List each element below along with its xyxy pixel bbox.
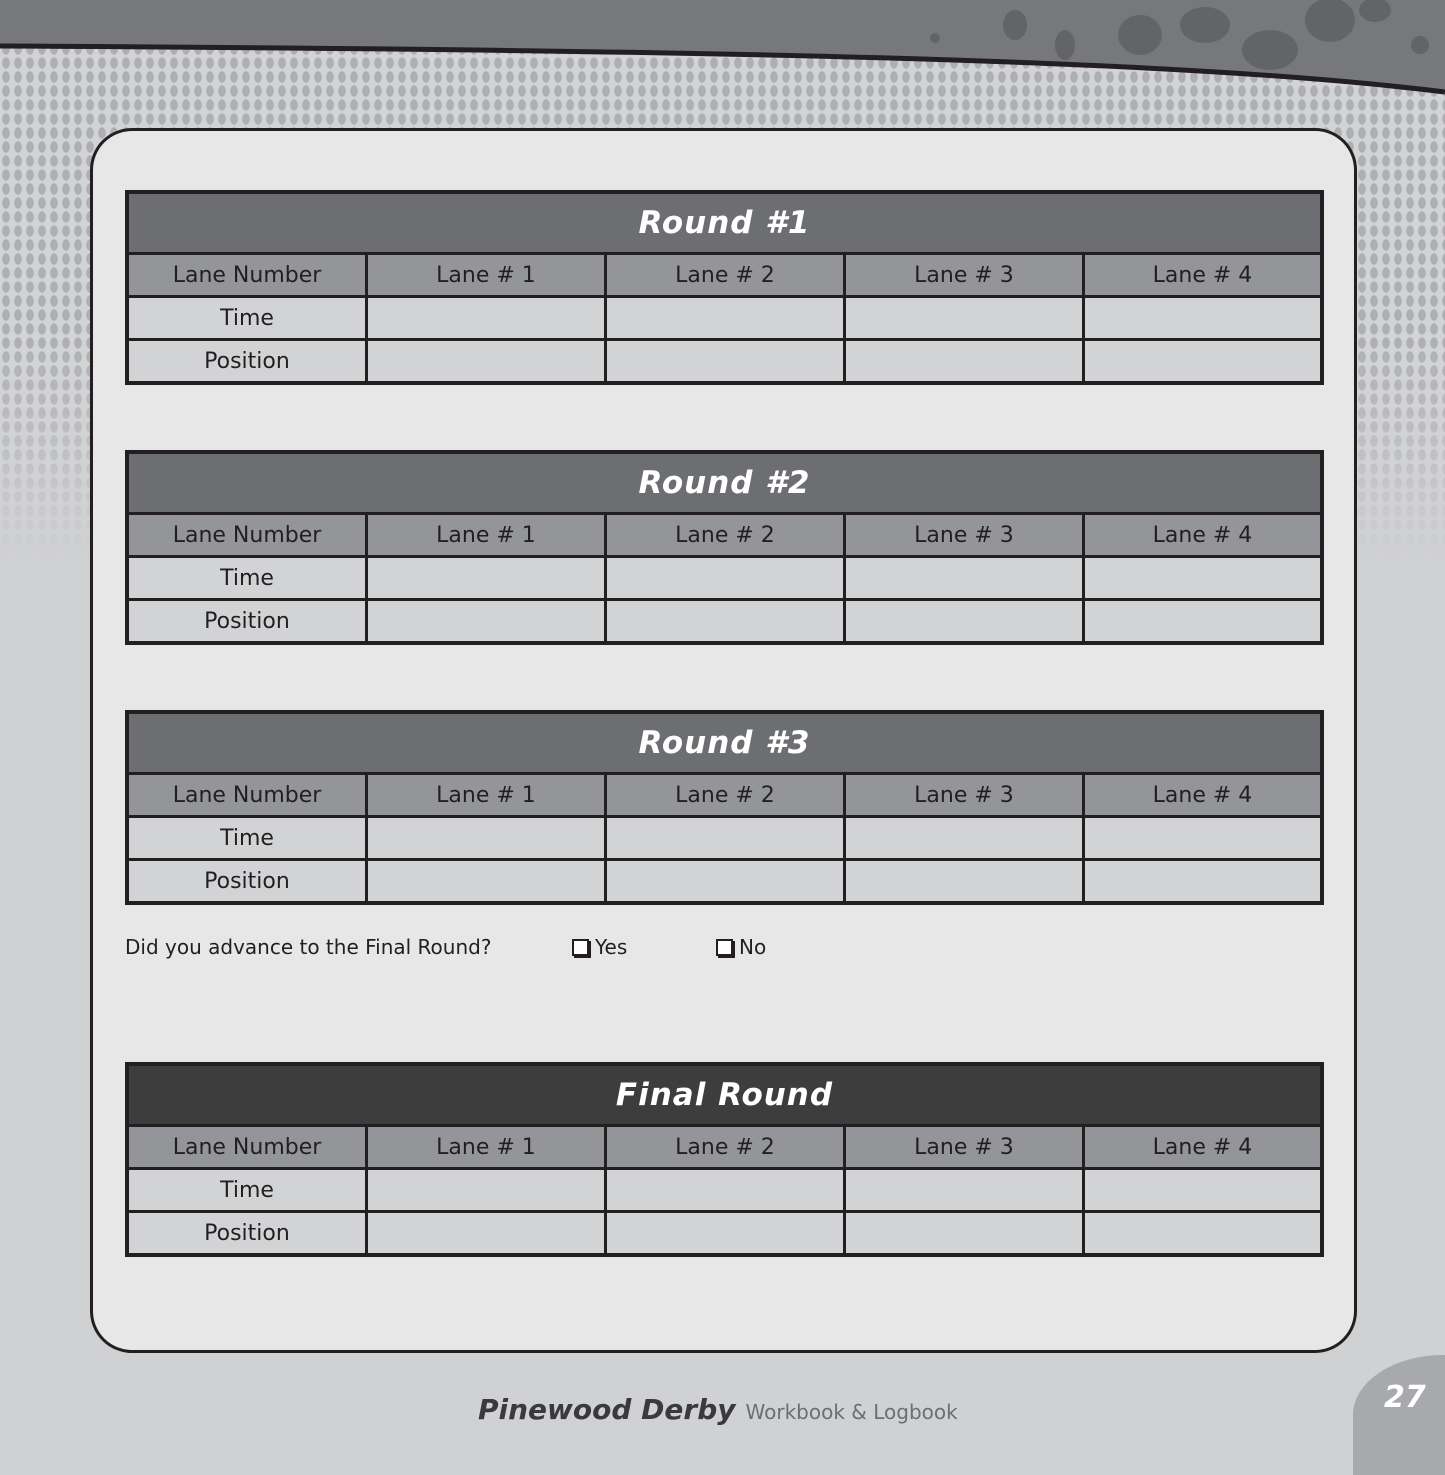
header-cell: Lane Number: [129, 255, 365, 295]
header-row: [129, 515, 1320, 555]
row-label: Position: [129, 341, 365, 381]
entry-cell[interactable]: [1085, 861, 1320, 901]
entry-cell[interactable]: [846, 601, 1082, 641]
entry-cell[interactable]: [846, 1170, 1082, 1210]
entry-cell[interactable]: [846, 298, 1082, 338]
header-row: [129, 255, 1320, 295]
header-cell: Lane # 2: [607, 775, 843, 815]
entry-cell[interactable]: [607, 1213, 843, 1253]
entry-cell[interactable]: [846, 1213, 1082, 1253]
entry-cell[interactable]: [368, 601, 604, 641]
header-row: [129, 1127, 1320, 1167]
entry-cell[interactable]: [846, 558, 1082, 598]
row-label: Position: [129, 861, 365, 901]
header-row: [129, 775, 1320, 815]
entry-cell[interactable]: [1085, 558, 1320, 598]
footer-brand: Pinewood Derby: [478, 1393, 736, 1426]
entry-cell[interactable]: [846, 341, 1082, 381]
table-row: [129, 861, 1320, 901]
entry-cell[interactable]: [846, 818, 1082, 858]
round-title: Round #3: [129, 714, 1320, 772]
header-cell: Lane # 3: [846, 1127, 1082, 1167]
entry-cell[interactable]: [368, 1213, 604, 1253]
header-cell: Lane # 1: [368, 1127, 604, 1167]
entry-cell[interactable]: [607, 341, 843, 381]
entry-cell[interactable]: [1085, 1170, 1320, 1210]
entry-cell[interactable]: [1085, 1213, 1320, 1253]
entry-cell[interactable]: [368, 1170, 604, 1210]
entry-cell[interactable]: [1085, 601, 1320, 641]
header-cell: Lane # 4: [1085, 515, 1320, 555]
advance-question: Did you advance to the Final Round?: [125, 935, 492, 959]
table-row: [129, 1170, 1320, 1210]
header-cell: Lane # 1: [368, 775, 604, 815]
header-cell: Lane # 1: [368, 515, 604, 555]
header-cell: Lane # 4: [1085, 1127, 1320, 1167]
round-title: Round #2: [129, 454, 1320, 512]
entry-cell[interactable]: [368, 818, 604, 858]
round-table: [125, 190, 1324, 385]
header-cell: Lane Number: [129, 775, 365, 815]
no-option[interactable]: No: [716, 935, 766, 959]
table-row: [129, 818, 1320, 858]
entry-cell[interactable]: [607, 601, 843, 641]
yes-checkbox[interactable]: [572, 939, 589, 956]
entry-cell[interactable]: [607, 558, 843, 598]
row-label: Time: [129, 298, 365, 338]
header-cell: Lane # 4: [1085, 255, 1320, 295]
round-title: Round #1: [129, 194, 1320, 252]
header-cell: Lane # 4: [1085, 775, 1320, 815]
page-number: 27: [1384, 1380, 1426, 1415]
no-checkbox[interactable]: [716, 939, 733, 956]
entry-cell[interactable]: [846, 861, 1082, 901]
row-label: Position: [129, 1213, 365, 1253]
header-cell: Lane # 2: [607, 255, 843, 295]
entry-cell[interactable]: [368, 298, 604, 338]
header-cell: Lane Number: [129, 1127, 365, 1167]
page-number-tab: [1353, 1355, 1445, 1475]
entry-cell[interactable]: [607, 1170, 843, 1210]
row-label: Position: [129, 601, 365, 641]
header-cell: Lane # 3: [846, 775, 1082, 815]
table-row: [129, 558, 1320, 598]
footer: [478, 1393, 958, 1426]
yes-option[interactable]: Yes: [572, 935, 627, 959]
row-label: Time: [129, 558, 365, 598]
table-row: [129, 1213, 1320, 1253]
entry-cell[interactable]: [368, 558, 604, 598]
header-cell: Lane Number: [129, 515, 365, 555]
round-title: Final Round: [129, 1066, 1320, 1124]
header-cell: Lane # 1: [368, 255, 604, 295]
header-cell: Lane # 3: [846, 515, 1082, 555]
top-decorative-band: [0, 0, 1445, 100]
entry-cell[interactable]: [607, 861, 843, 901]
round-table: [125, 1062, 1324, 1257]
row-label: Time: [129, 818, 365, 858]
entry-cell[interactable]: [1085, 341, 1320, 381]
table-row: [129, 298, 1320, 338]
footer-subtitle: Workbook & Logbook: [745, 1400, 958, 1424]
entry-cell[interactable]: [368, 861, 604, 901]
entry-cell[interactable]: [607, 298, 843, 338]
round-table: [125, 450, 1324, 645]
header-cell: Lane # 3: [846, 255, 1082, 295]
table-row: [129, 341, 1320, 381]
header-cell: Lane # 2: [607, 1127, 843, 1167]
entry-cell[interactable]: [1085, 818, 1320, 858]
round-table: [125, 710, 1324, 905]
entry-cell[interactable]: [607, 818, 843, 858]
entry-cell[interactable]: [1085, 298, 1320, 338]
entry-cell[interactable]: [368, 341, 604, 381]
table-row: [129, 601, 1320, 641]
header-cell: Lane # 2: [607, 515, 843, 555]
row-label: Time: [129, 1170, 365, 1210]
